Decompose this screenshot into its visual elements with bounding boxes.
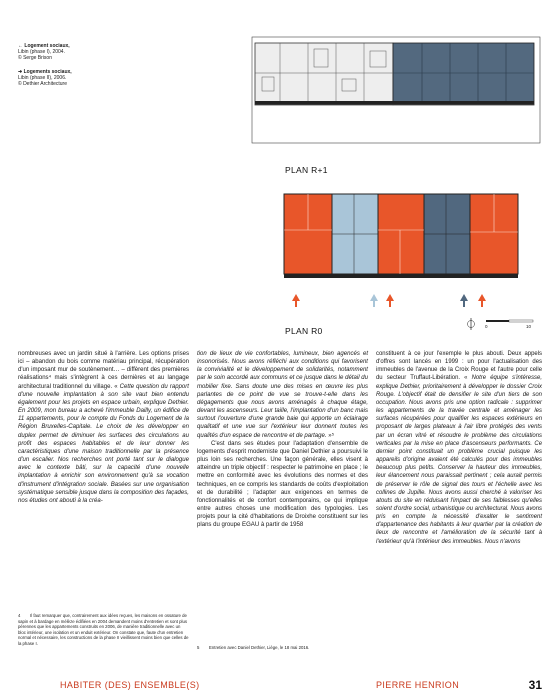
footnote-4	[18, 613, 189, 647]
column-1-text: nombreuses avec un jardin situé à l'arrière. Les options prises ici – abandon du bois comme matériau principal, récupération d'un imposant mur de soutènement… – diffèrent des premières réalisations⁴ mais s'intègrent à ces dernières et au langage architectural traditionnel du village. «	[18, 351, 189, 390]
page-number: 31	[528, 678, 542, 692]
caption-1-line2: Libin (phase I), 2004.	[18, 49, 65, 56]
footnote-5	[197, 645, 368, 651]
running-title: HABITER (DES) ENSEMBLE(S)	[60, 680, 200, 690]
text-column-3	[376, 350, 542, 546]
caption-2-line2: Libin (phase II), 2006.	[18, 75, 67, 82]
caption-2-credit: © Dethier Architecture	[18, 81, 67, 88]
plan-r1-label: PLAN R+1	[285, 165, 328, 175]
column-1-quote: Cette question du rapport d'une nouvelle implantation à son site vaut bien entendu également pour les projets en espace urbain, explique Dethier. En 2009, mon bureau a achevé l'immeuble Dailly, un édifice de 11 appartements, pour le compte du Fonds du Logement de la Région Bruxelles-Capitale. Le choix de les développer en duplex permet de diminuer les surfaces des circulations au profit des espaces habitables et de leur donner les caractéristiques d'une maison traditionnelle par la présence d'un escalier. Nos recherches ont porté tant sur le dialogue avec le contexte bâti, sur la capacité d'une nouvelle implantation à enrichir son environnement qu'à sa vocation d'instrument d'intégration sociale. Basées sur une organisation systématique sensible jusque dans la composition des façades, nos études ont abouti à la créa-	[18, 383, 189, 504]
text-column-1	[18, 350, 189, 505]
scale-label-start: 0	[485, 324, 488, 329]
arrow-left-icon: ←	[18, 43, 23, 49]
floor-plan-r1	[250, 35, 542, 145]
caption-1-title: Logement sociaux,	[24, 43, 70, 49]
column-2-paragraph: C'est dans ses études pour l'adaptation d'ensemble de logements d'esprit moderniste que Daniel Dethier a poursuivi le plus loin ses recherches. Une façon générale, elles visent à atteindre un triple objectif : respecter le patrimoine en place ; le mettre en conformité avec les évolutions des normes et des techniques, en ce compris les standards de coûts d'exploitation et de durabilité ; l'adapter aux exigences en termes de fonctionnalités et de confort contemporains, ce qui implique entre autres choses une modification des typologies. Les projets pour la cité d'habitations de Droixhe constituent sur les plans du groupe EGAU à partir de 1958	[197, 440, 368, 529]
photo-caption-1	[18, 43, 70, 62]
column-3-text: constituent à ce jour l'exemple le plus abouti. Deux appels d'offres sont lancés en 1999 : un pour l'actualisation des immeubles de l'avenue de la Croix Rouge et l'autre pour celle du secteur Truffaut-Libération. «	[376, 351, 542, 382]
photo-caption-2	[18, 69, 72, 88]
column-2-quote: tion de lieux de vie confortables, lumineux, bien agencés et insonorisés. Nous avons réfléchi aux conditions qui favorisent la convivialité et le développement de solidarités, notamment par le soin accordé aux communs et ce jusque dans le détail du mobilier fixe. Sans doute une des mises en œuvre les plus parlantes de ce point de vue se trouve-t-elle dans les dégagements que nous avons aménagés à chaque étage, devant les ascenseurs. Leur taille, l'implantation d'un banc mais surtout l'ouverture d'une grande baie qui apporte un éclairage qualitatif et une vue sur l'extérieur leur donnent toutes les qualités d'un espace de rencontre et de partage.	[197, 351, 368, 439]
footnote-4-text: Il faut remarquer que, contrairement aux idées reçues, les maisons en ossature de sapin et à bardage en mélèze édifiées en 2004 demandent moins d'entretien et sont plus pérennes que les appartements construits en 2006, de manière traditionnelle avec un bloc intérieur, une isolation et un enduit extérieur. On constate que, faute d'un entretien normal et nécessaire, les constructions de la phase II vieillissent moins bien que celles de la phase I.	[18, 613, 189, 646]
arrow-right-icon: ➜	[18, 69, 23, 75]
plan-r0-label: PLAN R0	[285, 326, 323, 336]
text-column-2	[197, 350, 368, 529]
floor-plan-r0	[270, 190, 542, 330]
caption-2-title: Logements sociaux,	[23, 69, 72, 75]
column-3-quote: Notre équipe s'intéresse, explique Dethier, prioritairement à développer le dossier Croix Rouge. L'objectif était de densifier le site d'un tiers de son occupation. Nous avons pris une option radicale : supprimer les appartements de la travée centrale et aménager les surfaces récupérées pour qualifier les espaces extérieurs en proposant de larges plateaux à l'air libre protégés des vents par un écran vitré et résoudre le problème des circulations verticales par la mise en place d'ascenseurs performants. Ce dernier point constituait un problème crucial puisque les appareils d'origine avaient été calculés pour des immeubles beaucoup plus petits. Conserver la hauteur des immeubles, leur élancement nous paraissait pertinent ; cela aurait permis de préserver le rôle de signal des tours et l'échelle avec les collines de Jupille. Nous avons aussi cherché à valoriser les atouts du site en réduisant l'impact de ses faiblesses qu'elles soient d'ordre social, urbanistique ou architectural. Nous avons pris en compte la nécessité d'exalter le sentiment d'appartenance des habitants à leur quartier par la création de lieux de rencontre et l'amélioration de la sécurité tant à l'extérieur qu'à l'intérieur des immeubles. Nous n'avons	[376, 375, 542, 545]
author-name: PIERRE HENRION	[376, 680, 460, 690]
footnote-4-number: 4	[18, 613, 21, 618]
footnote-5-number: 5	[197, 645, 200, 650]
column-2-quote-end: »⁵	[326, 432, 335, 439]
caption-1-credit: © Serge Brison	[18, 55, 52, 62]
scale-label-end: 10	[526, 324, 532, 329]
footnote-5-text: Entretien avec Daniel Dethier, Liège, le 18 mai 2016.	[209, 645, 310, 650]
